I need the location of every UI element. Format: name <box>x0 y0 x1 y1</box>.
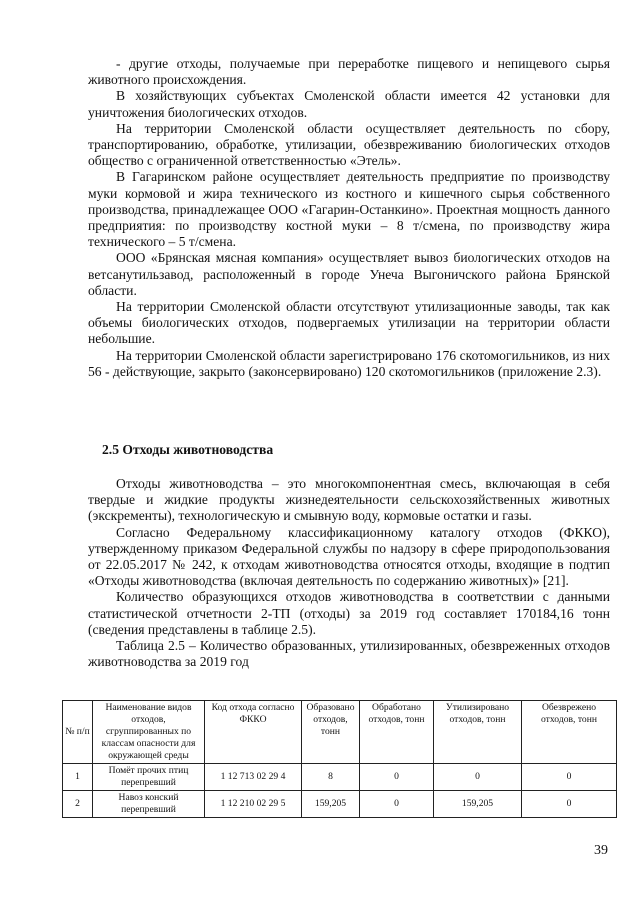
column-header: Обработано отходов, тонн <box>360 701 434 764</box>
table-cell: 2 <box>63 791 93 818</box>
body-text-top <box>88 56 610 380</box>
table-cell: 0 <box>360 764 434 791</box>
table-cell: 1 <box>63 764 93 791</box>
paragraph: В Гагаринском районе осуществляет деятельность предприятие по производству муки кормовой и жира технического из костного и кишечного сырья собственного производства, принадлежащее ООО «Гагарин-Останкино». Проектная мощность данного предприятия: по производству костной муки – 8 т/смена, по производству жира технического – 5 т/смена. <box>88 169 610 250</box>
column-header: Наименование видов отходов, сгруппированных по классам опасности для окружающей среды <box>93 701 205 764</box>
table-cell: 0 <box>434 764 522 791</box>
table-cell: 1 12 713 02 29 4 <box>205 764 302 791</box>
column-header: Образовано отходов, тонн <box>302 701 360 764</box>
paragraph: На территории Смоленской области осуществляет деятельность по сбору, транспортированию, обработке, утилизации, обезвреживанию биологических отходов общество с ограниченной ответственностью «Этель». <box>88 120 610 169</box>
table-row <box>63 791 617 818</box>
paragraph: Количество образующихся отходов животноводства в соответствии с данными статистической отчетности 2-ТП (отходы) за 2019 год составляет 170184,16 тонн (сведения представлены в таблице 2.5). <box>88 589 610 637</box>
table-cell: 159,205 <box>434 791 522 818</box>
table-caption: Таблица 2.5 – Количество образованных, утилизированных, обезвреженных отходов животноводства за 2019 год <box>88 638 610 670</box>
table-header-row <box>63 701 617 764</box>
column-header: № п/п <box>63 701 93 764</box>
body-text-section <box>88 476 610 670</box>
table-cell: 8 <box>302 764 360 791</box>
paragraph: Согласно Федеральному классификационному каталогу отходов (ФККО), утвержденному приказом Федеральной службы по надзору в сфере природопользования от 22.05.2017 № 242, к отходам животноводства относятся отходы, входящие в подтип «Отходы животноводства (включая деятельность по содержанию животных)» [21]. <box>88 524 610 589</box>
table-cell: 1 12 210 02 29 5 <box>205 791 302 818</box>
table-cell: 0 <box>360 791 434 818</box>
table-cell: 0 <box>522 791 617 818</box>
section-heading: 2.5 Отходы животноводства <box>102 442 274 457</box>
page-number: 39 <box>594 843 608 858</box>
paragraph: В хозяйствующих субъектах Смоленской области имеется 42 установки для уничтожения биологических отходов. <box>88 88 610 120</box>
paragraph: ООО «Брянская мясная компания» осуществляет вывоз биологических отходов на ветсанутильзавод, расположенный в городе Унеча Выгоничского района Брянской области. <box>88 250 610 298</box>
table-cell: 159,205 <box>302 791 360 818</box>
table-cell: 0 <box>522 764 617 791</box>
paragraph: - другие отходы, получаемые при переработке пищевого и непищевого сырья животного происхождения. <box>88 56 610 88</box>
waste-table <box>62 700 617 818</box>
paragraph: Отходы животноводства – это многокомпонентная смесь, включающая в себя твердые и жидкие продукты жизнедеятельности сельскохозяйственных животных (экскременты), технологическую и смывную воду, кормовые остатки и газы. <box>88 476 610 524</box>
paragraph: На территории Смоленской области зарегистрировано 176 скотомогильников, из них 56 - действующие, закрыто (законсервировано) 120 скотомогильников (приложение 2.3). <box>88 347 610 379</box>
table-cell: Навоз конский перепревший <box>93 791 205 818</box>
column-header: Утилизировано отходов, тонн <box>434 701 522 764</box>
table-row <box>63 764 617 791</box>
paragraph: На территории Смоленской области отсутствуют утилизационные заводы, так как объемы биологических отходов, подвергаемых утилизации на территории области небольшие. <box>88 299 610 347</box>
column-header: Код отхода согласно ФККО <box>205 701 302 764</box>
column-header: Обезврежено отходов, тонн <box>522 701 617 764</box>
table-cell: Помёт прочих птиц перепревший <box>93 764 205 791</box>
